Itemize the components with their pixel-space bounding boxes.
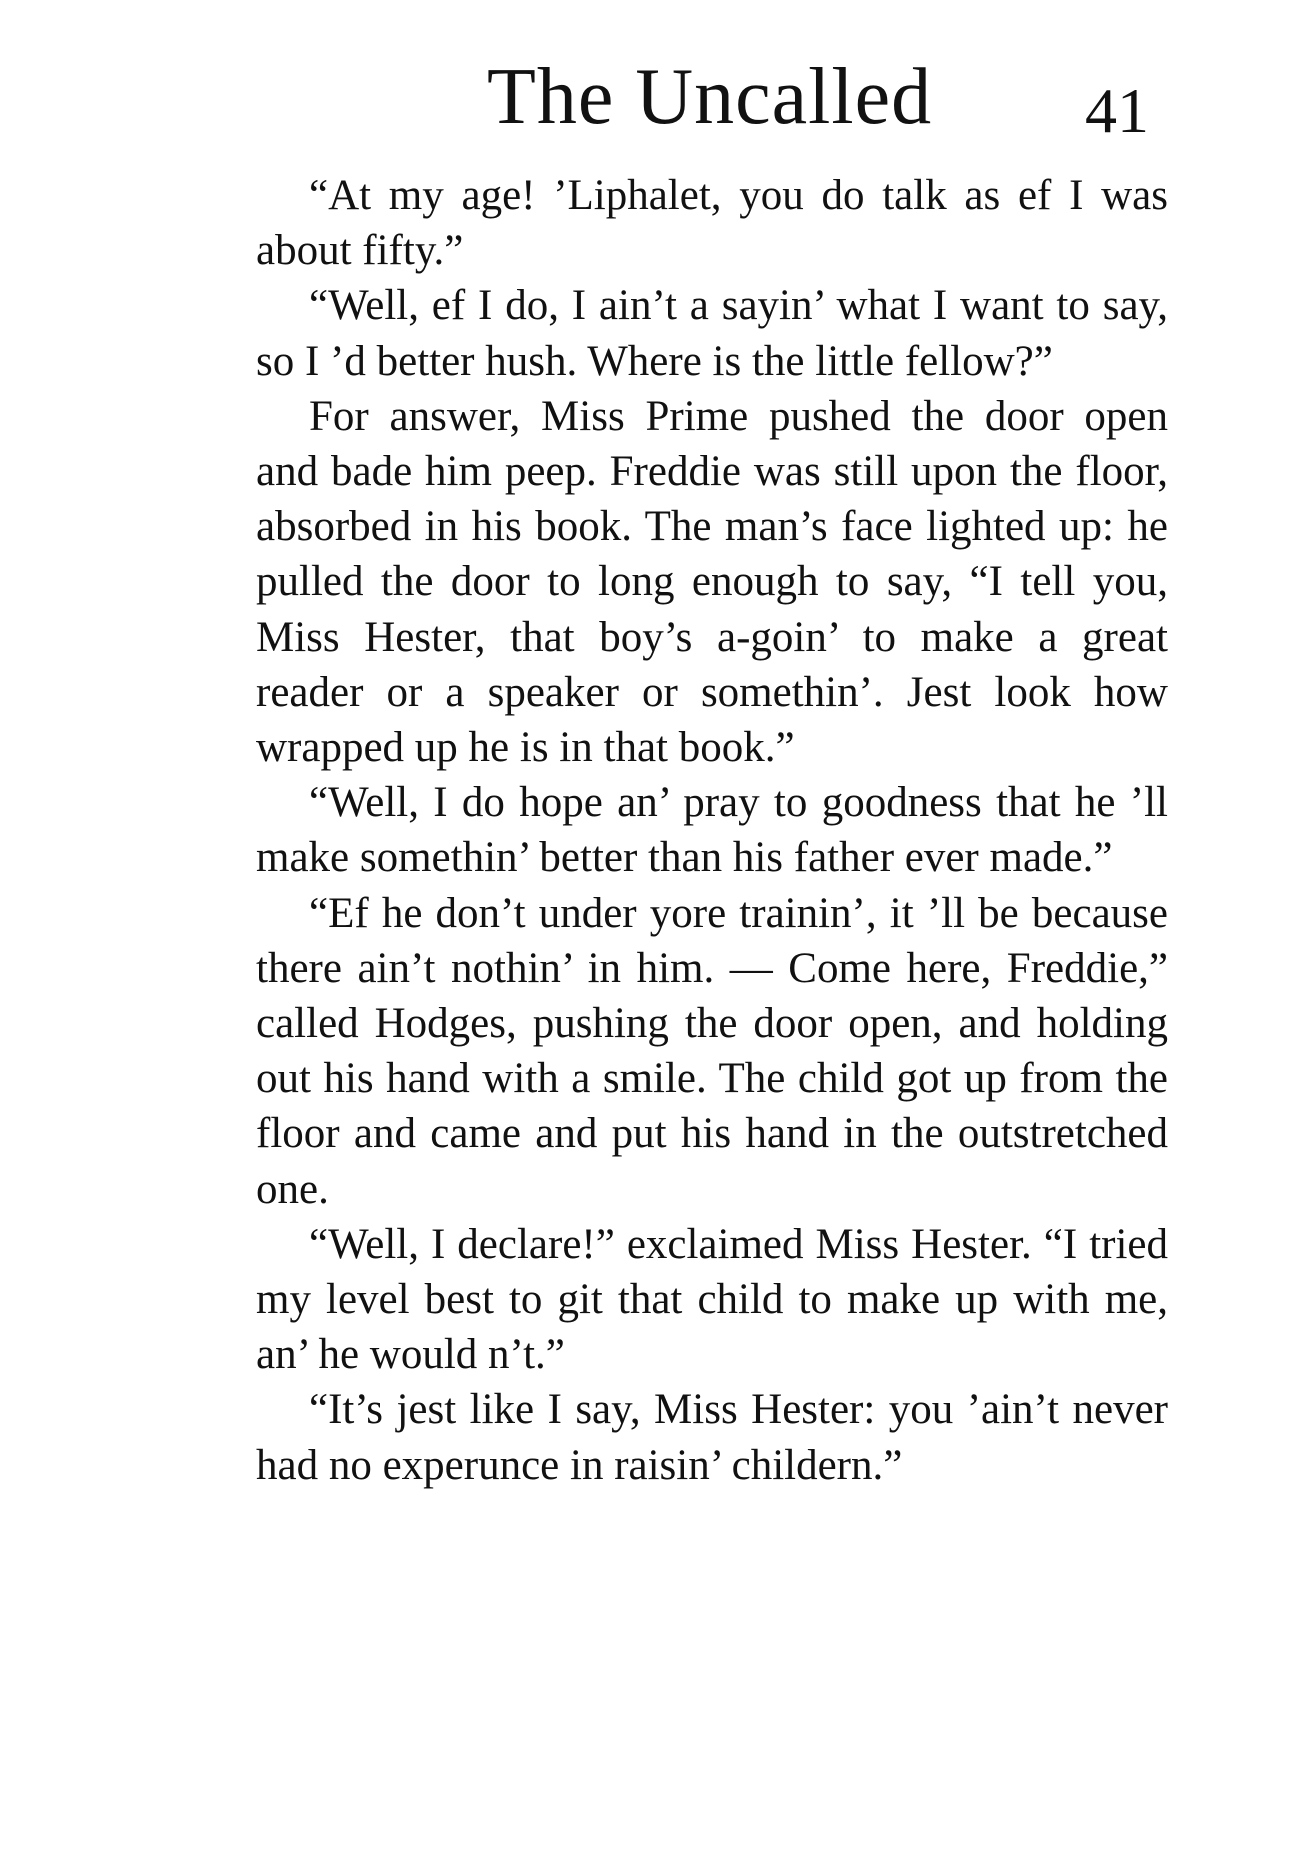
paragraph: For answer, Miss Prime pushed the door open and bade him peep. Freddie was still upon the floor, absorbed in his book. The man’s face lighted up: he pulled the door to long enough to say, “I tell you, Miss Hester, that boy’s a-goin’ to make a great reader or a speaker or somethin’. Jest look how wrapped up he is in that book.” xyxy=(256,392,1168,772)
page-number: 41 xyxy=(1085,75,1149,146)
running-title: The Uncalled xyxy=(487,53,933,141)
paragraph: “At my age! ’Liphalet, you do talk as ef I was about fifty.” xyxy=(256,172,1168,275)
page-header xyxy=(0,52,1289,146)
body-text xyxy=(256,168,1168,1493)
paragraph: “It’s jest like I say, Miss Hester: you ’ain’t never had no experunce in raisin’ childern.” xyxy=(256,1386,1168,1489)
paragraph: “Well, I declare!” exclaimed Miss Hester. “I tried my level best to git that child to make up with me, an’ he would n’t.” xyxy=(256,1220,1168,1379)
paragraph: “Well, ef I do, I ain’t a sayin’ what I want to say, so I ’d better hush. Where is the little fellow?” xyxy=(256,282,1168,385)
paragraph: “Ef he don’t under yore trainin’, it ’ll be because there ain’t nothin’ in him. — Come here, Freddie,” called Hodges, pushing the door open, and holding out his hand with a smile. The child got up from the floor and came and put his hand in the outstretched one. xyxy=(256,889,1168,1213)
paragraph: “Well, I do hope an’ pray to goodness that he ’ll make somethin’ better than his father ever made.” xyxy=(256,779,1168,882)
